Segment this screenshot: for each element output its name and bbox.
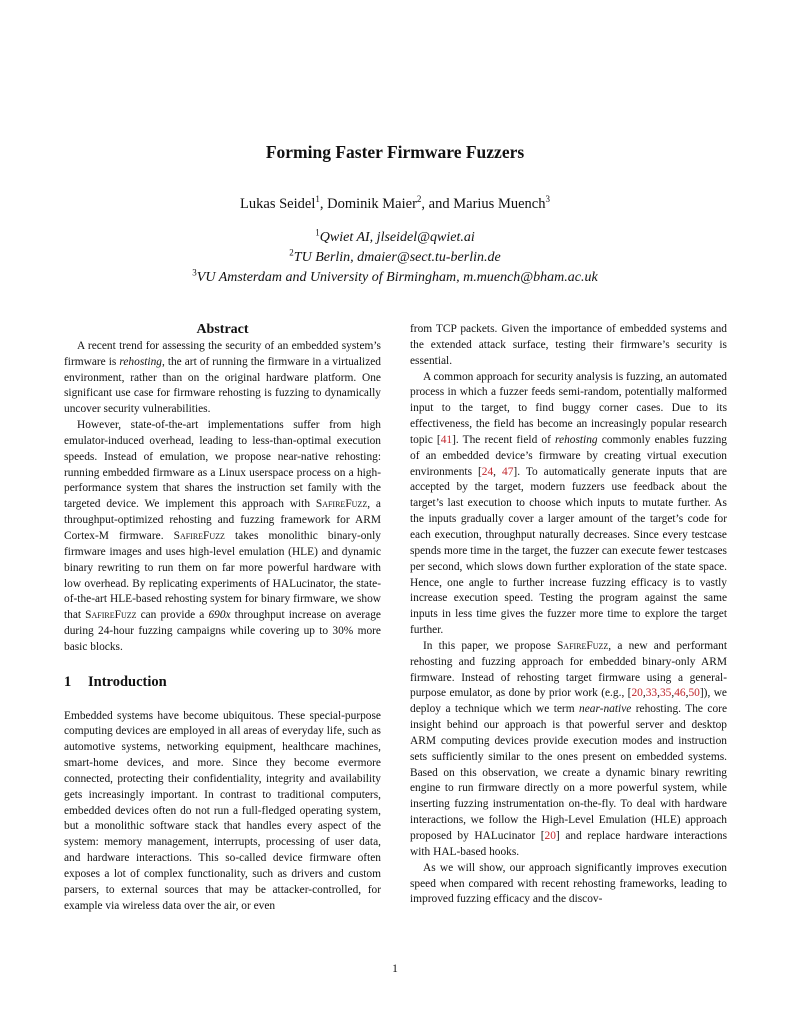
abstract-paragraph: However, state-of-the-art implementations suffer from high emulator-induced overhead, leading to less-than-optimal execution speeds. Instead of emulation, we propose near-native rehosting: running embedded firmware as a Linux userspace process on a high-performance system that shares the instruction set family with the targeted device. We implement this approach with SafireFuzz, a throughput-optimized rehosting and fuzzing framework for ARM Cortex-M firmware. SafireFuzz takes monolithic binary-only firmware images and uses high-level emulation (HLE) and dynamic binary rewriting to run them on far more powerful hardware with low overhead. By replicating experiments of HALucinator, the state-of-the-art HLE-based rehosting system for binary firmware, we show that SafireFuzz can provide a 690x throughput increase on average during 24-hour fuzzing campaigns while covering up to 30% more basic blocks. (64, 419, 381, 653)
author-name: Marius Muench (453, 196, 546, 212)
affiliation-list (0, 228, 790, 288)
author-list: Lukas Seidel$^1$, Dominik Maier$^2$, and Marius Muench$^3$ (240, 194, 550, 212)
section-title: Introduction (88, 673, 167, 690)
intro-paragraph: Embedded systems have become ubiquitous. These special-purpose computing devices are employed in all areas of everyday life, such as automotive systems, networking equipment, healthcare machines, smart-home devices, and more. Since they become evermore connected, protecting their confidentiality, integrity and availability gets increasingly important. In contrast to traditional computers, embedded devices often do not run a full-fledged operating system, but a monolithic software stack that handles every aspect of the system: memory management, interrupts, processing of user data, and hardware interactions. This so-called device firmware often exposes a lot of complex functionality, such as drivers and custom parsers, to external sources that may be attacker-controlled, for example via wireless data over the air, or even (64, 709, 381, 912)
affiliation-line: $^2$TU Berlin, dmaier@sect.tu-berlin.de (289, 247, 501, 265)
author-name: Dominik Maier (327, 196, 417, 212)
right-column (410, 322, 727, 908)
author-name: Lukas Seidel (240, 196, 316, 212)
intro-paragraph: A common approach for security analysis is fuzzing, an automated process in which a fuzzer feeds semi-random, potentially malformed input to the target, to find buggy corner cases. Due to its effectiveness, the field has become an increasingly popular research topic [41]. The recent field of rehosting commonly enables fuzzing of an embedded device’s firmware by creating virtual execution environments [24, 47]. To automatically generate inputs that are accepted by the target, modern fuzzers use feedback about the target’s last execution to choose which inputs to mutate further. As the inputs gradually cover a larger amount of the target’s code for each execution, throughput naturally decreases. Since every testcase spends more time in the target, the fuzzer can execute fewer testcases per second, which slows down further exploration of the state space. Hence, one angle to further increase fuzzing efficacy is to vastly increase execution speed. Testing the program against the same inputs in less time gives the fuzzer more time to explore the target further. (410, 370, 727, 637)
author-affiliation-marker: 3 (545, 194, 550, 205)
page-number: 1 (392, 963, 398, 975)
intro-paragraph: In this paper, we propose SafireFuzz, a new and performant rehosting and fuzzing approach for embedded binary-only ARM firmware. Instead of rehosting target firmware using a general-purpose emulator, as done by prior work (e.g., [20,33,35,46,50]), we deploy a technique which we term near-native rehosting. The core insight behind our approach is that powerful server and desktop ARM computing devices provide execution modes and instruction sets sufficiently similar to the ones present on embedded systems. Based on this observation, we create a dynamic binary rewriting engine to run firmware directly on a more powerful system, while inserting fuzzing instrumentation on-the-fly. To deal with hardware interactions, we follow the High-Level Emulation (HLE) approach proposed by HALucinator [20] and replace hardware interactions with HAL-based hooks. (410, 639, 728, 858)
affiliation-line: $^3$VU Amsterdam and University of Birmingham, m.muench@bham.ac.uk (192, 267, 598, 285)
author-affiliation-marker: 2 (416, 194, 422, 205)
abstract-paragraph: A recent trend for assessing the security of an embedded system’s firmware is rehosting, the art of running the firmware in a virtualized environment, rather than on the original hardware platform. One significant use case for firmware rehosting is fuzzing to dynamically uncover security vulnerabilities. (64, 339, 381, 416)
abstract-heading: Abstract (196, 322, 249, 337)
left-column (64, 322, 381, 915)
section-number: 1 (64, 673, 72, 690)
intro-paragraph: As we will show, our approach significantly improves execution speed when compared with recent rehosting frameworks, leading to improved fuzzing efficacy and the discov- (410, 861, 727, 906)
affiliation-line: $^1$Qwiet AI, jlseidel@qwiet.ai (315, 227, 475, 245)
paper-title: Forming Faster Firmware Fuzzers (265, 142, 525, 162)
section-heading (64, 675, 381, 691)
intro-paragraph-continued: from TCP packets. Given the importance of embedded systems and the extended attack surface, testing their firmware’s security is essential. (410, 323, 727, 367)
author-affiliation-marker: 1 (315, 194, 320, 205)
